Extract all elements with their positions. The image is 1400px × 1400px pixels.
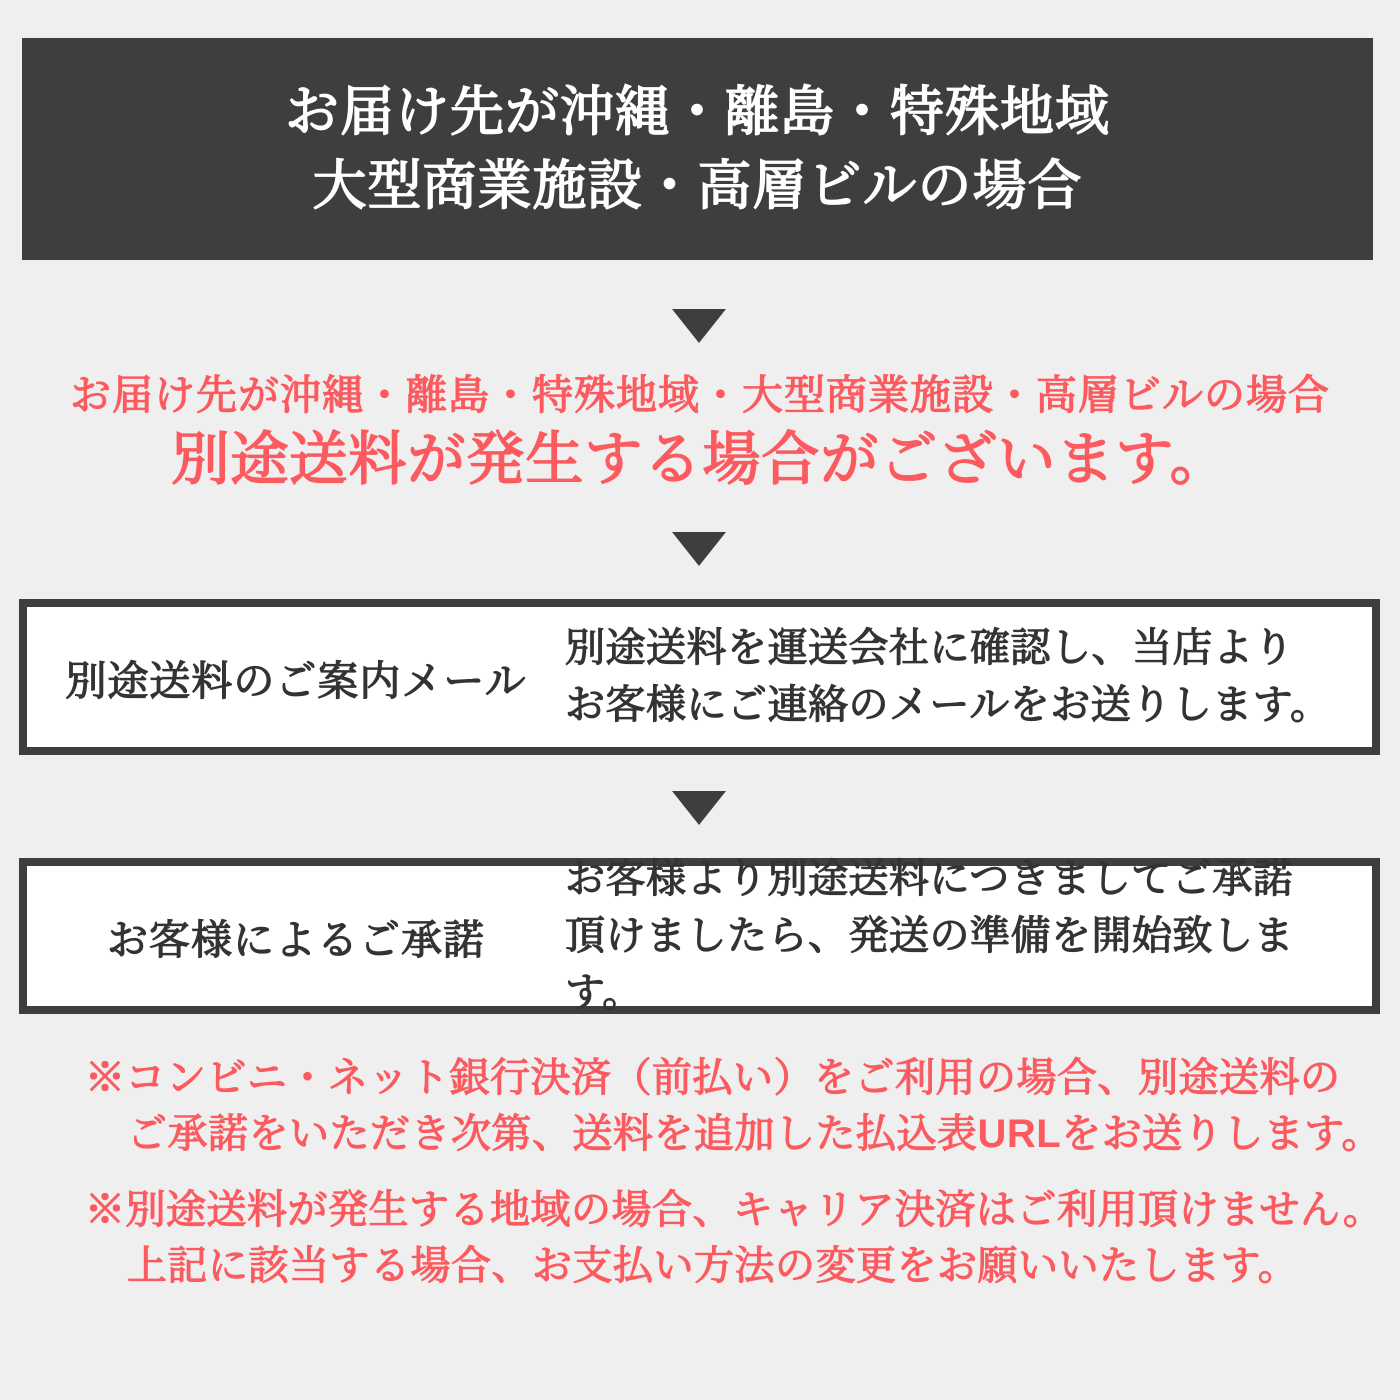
header-line-1: お届け先が沖縄・離島・特殊地域 (285, 82, 1110, 142)
header-line-2: 大型商業施設・高層ビルの場合 (312, 156, 1083, 216)
header-banner (22, 38, 1373, 260)
down-arrow-icon (672, 791, 726, 825)
note-line-1: ※別途送料が発生する地域の場合、キャリア決済はご利用頂けません。 (85, 1188, 1384, 1232)
note-carrier-payment (85, 1182, 1383, 1294)
note-line-2: 上記に該当する場合、お支払い方法の変更をお願いいたします。 (127, 1244, 1299, 1288)
step-description-line-1: お客様より別途送料につきましてご承諾 (565, 856, 1294, 901)
intro-emphasis (0, 368, 1400, 494)
step-description-line-1: 別途送料を運送会社に確認し、当店より (565, 626, 1294, 670)
intro-fee-warning-line: 別途送料が発生する場合がございます。 (171, 427, 1229, 492)
step-description (565, 620, 1372, 734)
step-description-line-2: 頂けましたら、発送の準備を開始致します。 (565, 913, 1294, 1015)
step-description (565, 851, 1372, 1022)
down-arrow-icon (672, 532, 726, 566)
step-label: お客様によるご承諾 (107, 916, 485, 963)
step-description-line-2: お客様にご連絡のメールをお送りします。 (565, 683, 1331, 727)
intro-condition-line: お届け先が沖縄・離島・特殊地域・大型商業施設・高層ビルの場合 (70, 372, 1330, 418)
step-box-fee-notice-mail (19, 599, 1380, 755)
step-box-customer-approval (19, 858, 1380, 1014)
note-line-2: ご承諾をいただき次第、送料を追加した払込表URLをお送りします。 (127, 1112, 1383, 1156)
step-label: 別途送料のご案内メール (65, 657, 527, 704)
note-line-1: ※コンビニ・ネット銀行決済（前払い）をご利用の場合、別途送料の (85, 1056, 1341, 1100)
note-prepayment (85, 1050, 1382, 1162)
down-arrow-icon (672, 309, 726, 343)
